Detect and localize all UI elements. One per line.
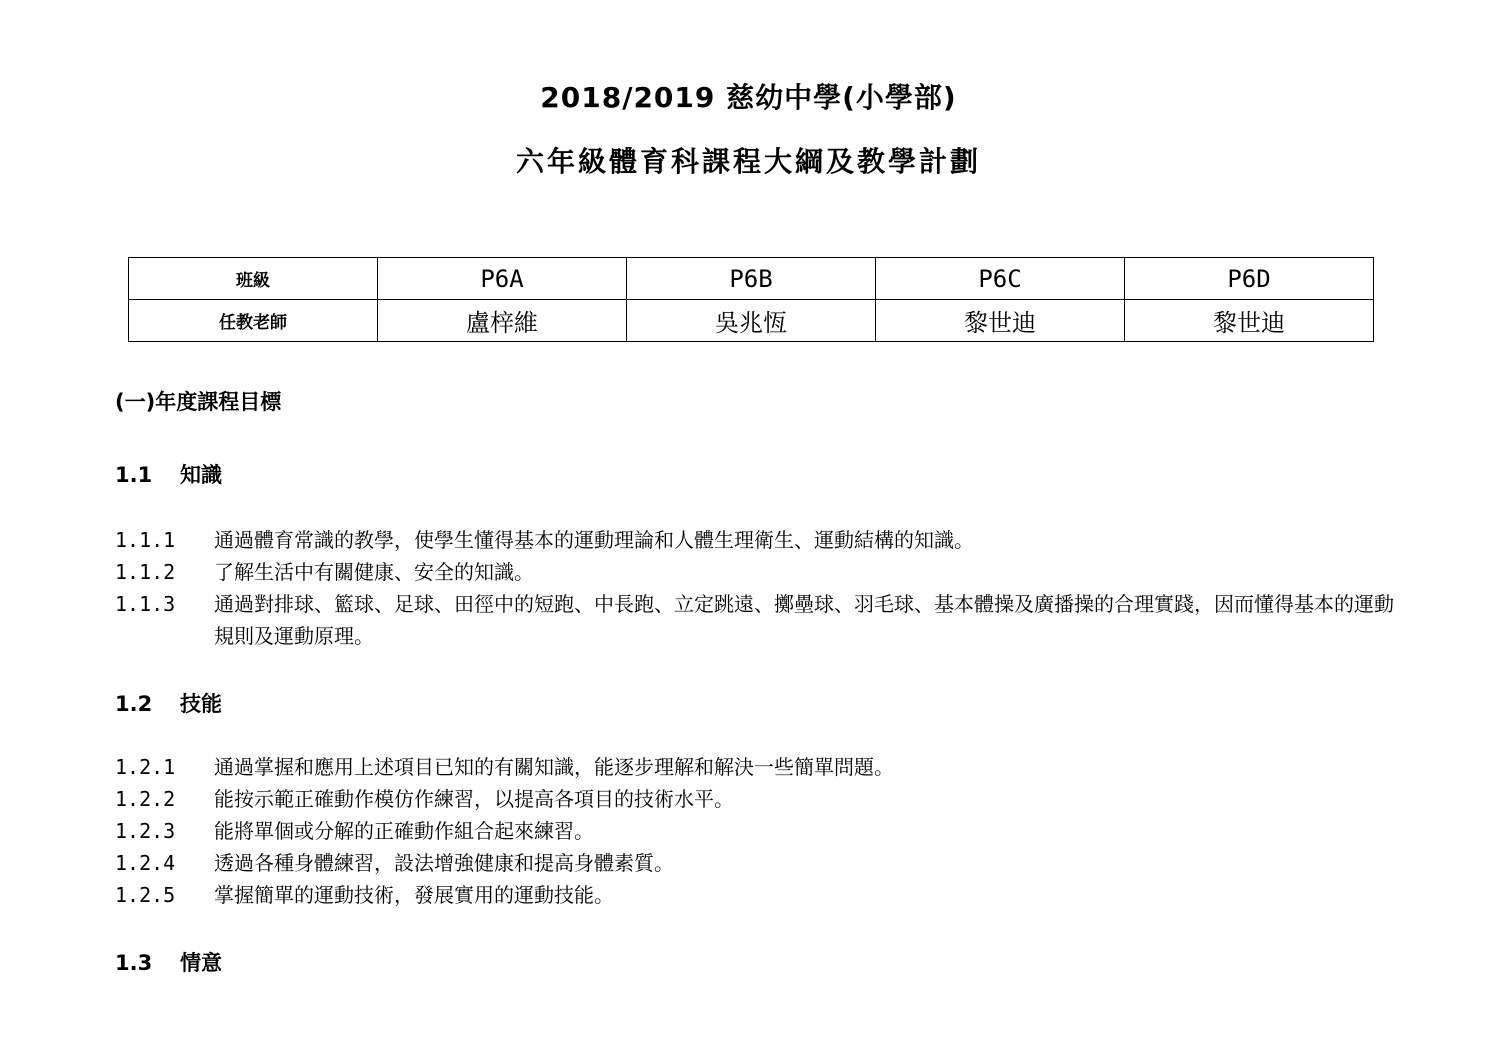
teacher-cell: 吳兆恆 xyxy=(627,300,876,342)
item-number: 1.2.4 xyxy=(115,851,176,875)
list-item xyxy=(115,524,1395,556)
document-title: 2018/2019 慈幼中學(小學部) xyxy=(540,81,957,114)
class-cell: P6D xyxy=(1125,258,1374,300)
subsection-heading-knowledge xyxy=(115,459,222,489)
item-text: 了解生活中有關健康、安全的知識。 xyxy=(214,560,534,584)
item-number: 1.2.1 xyxy=(115,755,176,779)
list-item xyxy=(115,556,1395,588)
subsection-heading-affective xyxy=(115,947,222,977)
list-item xyxy=(115,815,1395,847)
class-cell: P6B xyxy=(627,258,876,300)
item-text: 通過體育常識的教學，使學生懂得基本的運動理論和人體生理衛生、運動結構的知識。 xyxy=(214,528,974,552)
teacher-cell: 黎世迪 xyxy=(1125,300,1374,342)
item-number: 1.1.3 xyxy=(115,592,176,616)
list-item xyxy=(115,588,1395,652)
teacher-cell: 盧梓維 xyxy=(378,300,627,342)
subsection-heading-skills xyxy=(115,688,222,718)
table-row-classes xyxy=(129,258,1374,300)
list-item xyxy=(115,879,1395,911)
document-subtitle: 六年級體育科課程大綱及教學計劃 xyxy=(515,145,981,178)
item-number: 1.1.1 xyxy=(115,528,176,552)
row-label-teacher: 任教老師 xyxy=(129,300,378,342)
item-text: 能按示範正確動作模仿作練習，以提高各項目的技術水平。 xyxy=(214,787,734,811)
item-number: 1.1.2 xyxy=(115,560,176,584)
item-text: 掌握簡單的運動技術，發展實用的運動技能。 xyxy=(214,883,614,907)
class-teacher-table xyxy=(128,257,1374,342)
item-number: 1.2.3 xyxy=(115,819,176,843)
item-number: 1.2.2 xyxy=(115,787,176,811)
list-item xyxy=(115,751,1395,783)
subsection-title: 知識 xyxy=(180,463,222,487)
row-label-class: 班級 xyxy=(129,258,378,300)
item-text: 能將單個或分解的正確動作組合起來練習。 xyxy=(214,819,594,843)
item-text: 通過對排球、籃球、足球、田徑中的短跑、中長跑、立定跳遠、擲壘球、羽毛球、基本體操及廣播操的合理實踐，因而懂得基本的運動規則及運動原理。 xyxy=(214,592,1394,648)
subsection-number: 1.2 xyxy=(115,692,153,716)
section-heading: (一)年度課程目標 xyxy=(115,390,282,414)
table-row-teachers xyxy=(129,300,1374,342)
item-text: 通過掌握和應用上述項目已知的有關知識，能逐步理解和解決一些簡單問題。 xyxy=(214,755,894,779)
list-item xyxy=(115,847,1395,879)
item-number: 1.2.5 xyxy=(115,883,176,907)
teacher-cell: 黎世迪 xyxy=(876,300,1125,342)
subsection-title: 情意 xyxy=(180,951,222,975)
item-text: 透過各種身體練習，設法增強健康和提高身體素質。 xyxy=(214,851,674,875)
list-item xyxy=(115,783,1395,815)
subsection-title: 技能 xyxy=(180,692,222,716)
class-cell: P6C xyxy=(876,258,1125,300)
subsection-number: 1.3 xyxy=(115,951,153,975)
subsection-number: 1.1 xyxy=(115,463,153,487)
class-cell: P6A xyxy=(378,258,627,300)
